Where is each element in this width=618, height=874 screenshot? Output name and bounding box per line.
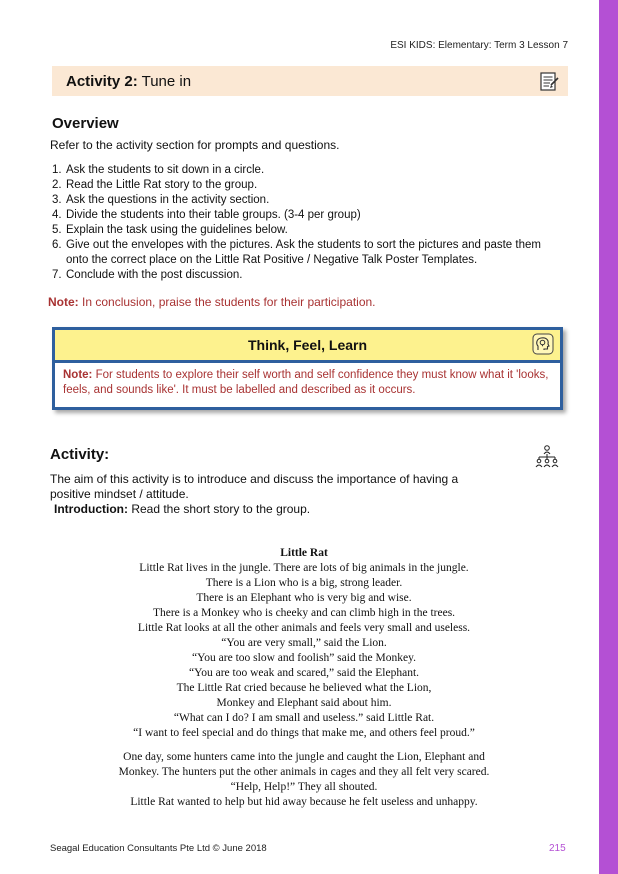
list-item bbox=[52, 238, 552, 268]
step-number: 2. bbox=[52, 179, 62, 191]
list-item bbox=[52, 163, 552, 178]
story-line: “You are too weak and scared,” said the Elephant. bbox=[188, 667, 420, 679]
story-line: “You are very small,” said the Lion. bbox=[221, 637, 387, 649]
note-text: For students to explore their self worth and self confidence they must know what it 'looks, feels, and sounds like'. It must be labelled and described as it occurs. bbox=[63, 369, 549, 396]
activity-introduction bbox=[54, 502, 310, 516]
story-line: The Little Rat cried because he believed what the Lion, bbox=[176, 682, 432, 694]
steps-list bbox=[52, 163, 552, 283]
note-text: In conclusion, praise the students for their participation. bbox=[78, 295, 376, 309]
activity-heading: Activity: bbox=[50, 446, 110, 463]
story-line: “What can I do? I am small and useless.” said Little Rat. bbox=[173, 712, 435, 724]
note-label: Note: bbox=[63, 369, 93, 381]
little-rat-story bbox=[52, 546, 556, 810]
think-feel-learn-note bbox=[63, 368, 550, 398]
story-line: Little Rat wanted to help but hid away because he felt useless and unhappy. bbox=[130, 796, 478, 808]
group-people-icon bbox=[534, 444, 560, 470]
list-item bbox=[52, 268, 552, 283]
step-number: 1. bbox=[52, 164, 62, 176]
intro-label: Introduction: bbox=[54, 502, 128, 516]
activity-aim: The aim of this activity is to introduce and discuss the importance of having a positive mindset / attitude. bbox=[50, 472, 459, 501]
story-line: Monkey and Elephant said about him. bbox=[216, 697, 392, 709]
list-item bbox=[52, 193, 552, 208]
list-item bbox=[52, 178, 552, 193]
step-text: Divide the students into their table groups. (3-4 per group) bbox=[66, 209, 361, 221]
clipboard-checklist-icon bbox=[538, 70, 560, 92]
step-text: Ask the students to sit down in a circle. bbox=[66, 164, 265, 176]
story-title: Little Rat bbox=[280, 547, 328, 559]
step-text: Conclude with the post discussion. bbox=[66, 269, 243, 281]
story-line: Little Rat looks at all the other animals and feels very small and useless. bbox=[137, 622, 471, 634]
think-feel-learn-title: Think, Feel, Learn bbox=[247, 337, 368, 353]
activity-number: Activity 2: bbox=[66, 73, 138, 90]
activity-title-bar bbox=[52, 66, 568, 96]
list-item bbox=[52, 208, 552, 223]
step-number: 5. bbox=[52, 224, 62, 236]
think-feel-learn-box bbox=[52, 327, 563, 410]
page-header: ESI KIDS: Elementary: Term 3 Lesson 7 bbox=[390, 40, 568, 51]
step-number: 7. bbox=[52, 269, 62, 281]
story-line: “Help, Help!” They all shouted. bbox=[230, 781, 378, 793]
note-label: Note: bbox=[48, 295, 79, 309]
paragraph-gap bbox=[52, 741, 556, 750]
story-line: “You are too slow and foolish” said the Monkey. bbox=[192, 652, 416, 664]
lightbulb-head-icon bbox=[532, 333, 554, 355]
step-text: Read the Little Rat story to the group. bbox=[66, 179, 258, 191]
activity-name: Tune in bbox=[137, 73, 192, 90]
list-item bbox=[52, 223, 552, 238]
step-number: 3. bbox=[52, 194, 62, 206]
activity-title bbox=[66, 73, 191, 90]
overview-heading: Overview bbox=[52, 115, 119, 132]
story-line: There is a Lion who is a big, strong leader. bbox=[205, 577, 403, 589]
step-text: Explain the task using the guidelines below. bbox=[66, 224, 288, 236]
story-line: Little Rat lives in the jungle. There are lots of big animals in the jungle. bbox=[139, 562, 469, 574]
page-number: 215 bbox=[549, 843, 566, 854]
step-number: 4. bbox=[52, 209, 62, 221]
footer-copyright: Seagal Education Consultants Pte Ltd © June 2018 bbox=[50, 843, 267, 854]
story-line: One day, some hunters came into the jungle and caught the Lion, Elephant and bbox=[123, 751, 485, 763]
story-line: There is an Elephant who is very big and wise. bbox=[196, 592, 412, 604]
conclusion-note bbox=[48, 295, 376, 309]
step-text: Give out the envelopes with the pictures. Ask the students to sort the pictures and paste them onto the correct place on the Little Rat Positive / Negative Talk Poster Templates. bbox=[66, 239, 541, 266]
overview-subtitle: Refer to the activity section for prompts and questions. bbox=[50, 138, 340, 152]
intro-text: Read the short story to the group. bbox=[127, 502, 311, 516]
step-number: 6. bbox=[52, 239, 62, 251]
step-text: Ask the questions in the activity section. bbox=[66, 194, 270, 206]
story-line: “I want to feel special and do things that make me, and others feel proud.” bbox=[133, 727, 475, 739]
story-line: There is a Monkey who is cheeky and can climb high in the trees. bbox=[152, 607, 456, 619]
right-accent-bar bbox=[599, 0, 618, 874]
story-line: Monkey. The hunters put the other animals in cages and they all felt very scared. bbox=[118, 766, 490, 778]
think-feel-learn-header bbox=[55, 330, 560, 363]
